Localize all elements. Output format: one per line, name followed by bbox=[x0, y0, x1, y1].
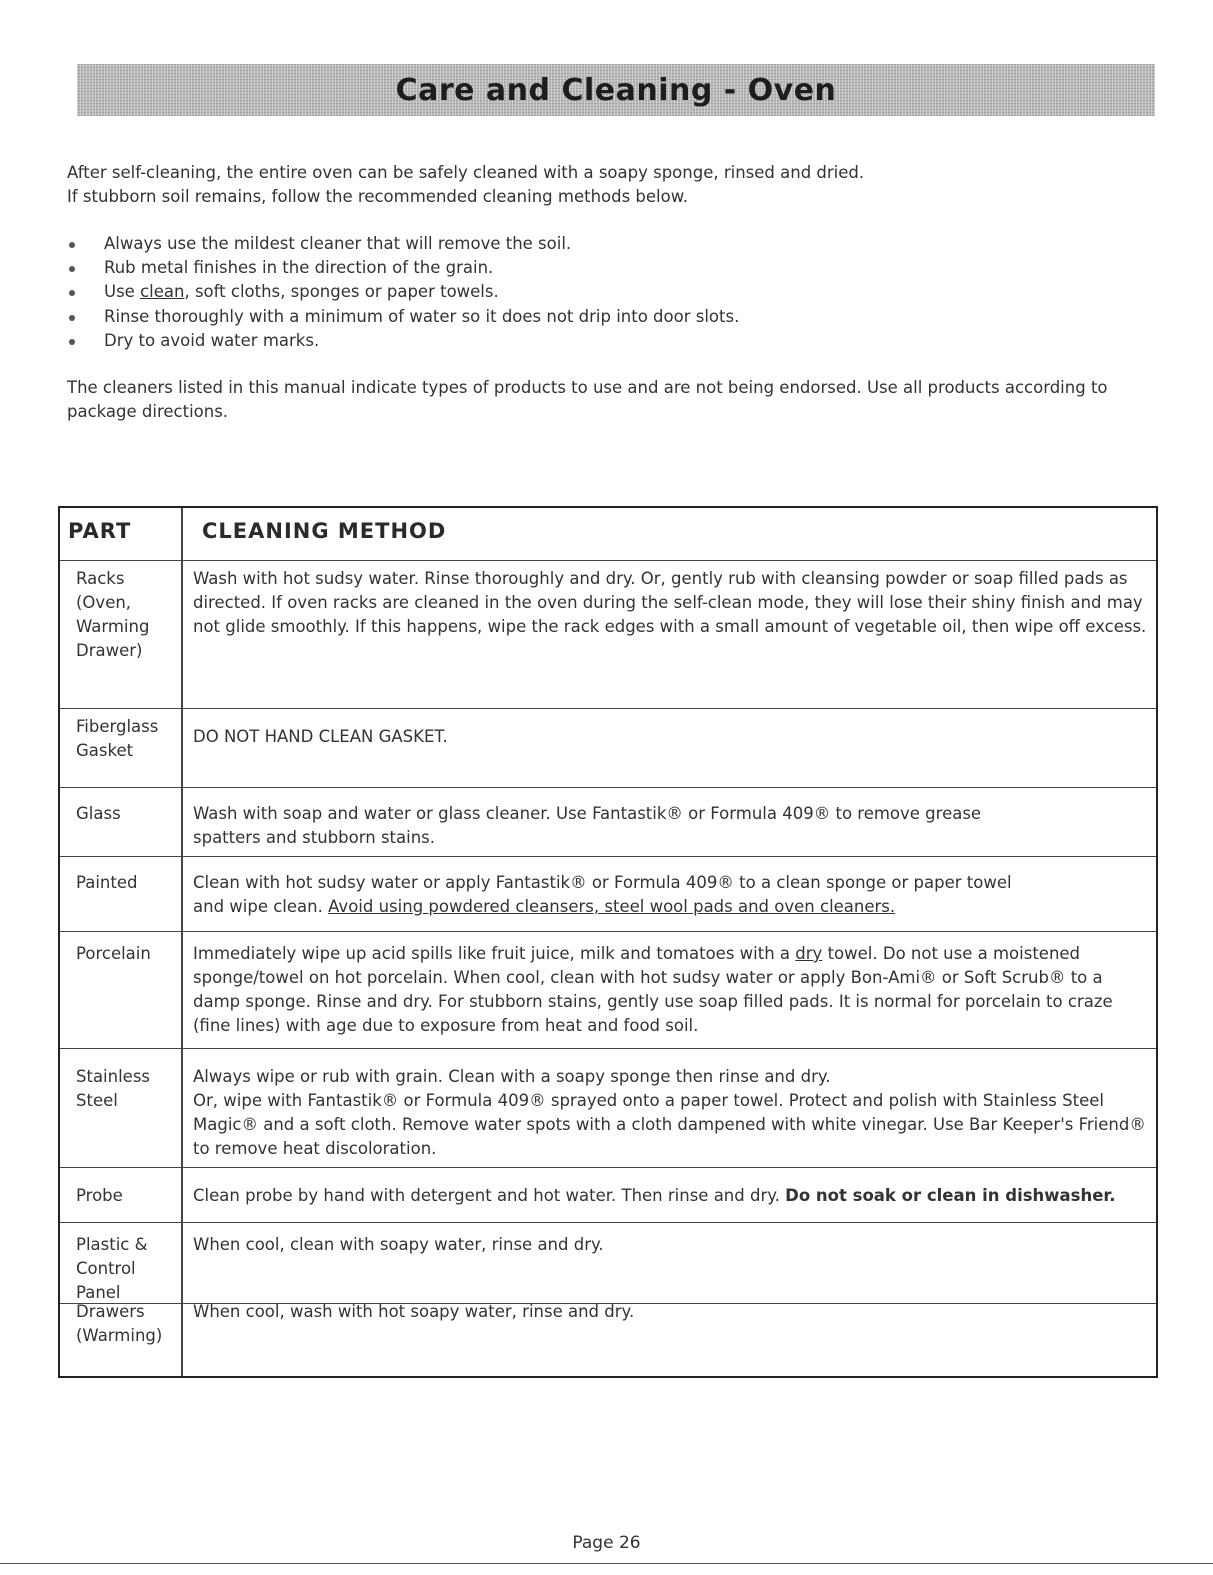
table-row bbox=[60, 709, 1156, 788]
part-cell: Stainless Steel bbox=[76, 1067, 151, 1110]
bullet-icon bbox=[69, 242, 75, 248]
tips-list bbox=[67, 232, 1157, 353]
table-row bbox=[60, 1168, 1156, 1223]
bold-warning: Do not soak or clean in dishwasher. bbox=[785, 1186, 1116, 1205]
intro-line: After self-cleaning, the entire oven can be safely cleaned with a soapy sponge, rinsed and dried. bbox=[67, 163, 865, 182]
part-cell: Fiberglass Gasket bbox=[76, 717, 159, 760]
part-cell: Porcelain bbox=[76, 944, 151, 963]
underlined-text: dry bbox=[795, 944, 823, 963]
underlined-warning: Avoid using powdered cleansers, steel wool pads and oven cleaners. bbox=[328, 897, 896, 916]
method-cell: Wash with hot sudsy water. Rinse thoroughly and dry. Or, gently rub with cleansing powder or soap filled pads as directed. If oven racks are cleaned in the oven during the self-clean mode, they will lose their shiny finish and may not glide smoothly. If this happens, wipe the rack edges with a small amount of vegetable oil, then wipe off excess. bbox=[193, 569, 1147, 636]
bottom-rule bbox=[0, 1563, 1213, 1564]
bullet-icon bbox=[69, 266, 75, 272]
table-row bbox=[60, 1049, 1156, 1168]
table-row bbox=[60, 788, 1156, 857]
bullet-icon bbox=[69, 290, 75, 296]
page-number: Page 26 bbox=[572, 1533, 641, 1553]
table-header-row bbox=[60, 508, 1156, 561]
table-row bbox=[60, 857, 1156, 932]
method-cell: DO NOT HAND CLEAN GASKET. bbox=[193, 727, 448, 746]
list-item: Always use the mildest cleaner that will remove the soil. bbox=[67, 232, 1157, 256]
part-cell: Plastic & Control Panel bbox=[76, 1235, 148, 1302]
header-cleaning-method: CLEANING METHOD bbox=[202, 519, 447, 543]
page-title-banner bbox=[77, 64, 1155, 116]
list-item: Rinse thoroughly with a minimum of water so it does not drip into door slots. bbox=[67, 305, 1157, 329]
part-cell: Drawers (Warming) bbox=[76, 1302, 163, 1345]
method-cell: Clean probe by hand with detergent and hot water. Then rinse and dry. Do not soak or clean in dishwasher. bbox=[193, 1186, 1116, 1205]
part-cell: Racks (Oven, Warming Drawer) bbox=[76, 569, 150, 660]
table-row bbox=[60, 932, 1156, 1049]
method-cell: Always wipe or rub with grain. Clean with a soapy sponge then rinse and dry. Or, wipe with Fantastik® or Formula 409® sprayed onto a paper towel. Protect and polish with Stainless Steel Magic® and a soft cloth. Remove water spots with a cloth dampened with white vinegar. Use Bar Keeper's Friend® to remove heat discoloration. bbox=[193, 1067, 1146, 1158]
list-item: Use clean, soft cloths, sponges or paper towels. bbox=[67, 280, 1157, 304]
method-cell: When cool, clean with soapy water, rinse and dry. bbox=[193, 1235, 604, 1254]
cleaning-table bbox=[58, 506, 1158, 1378]
part-cell: Glass bbox=[76, 804, 121, 823]
header-part: PART bbox=[68, 519, 132, 543]
method-cell: Immediately wipe up acid spills like fruit juice, milk and tomatoes with a dry towel. Do not use a moistened sponge/towel on hot porcelain. When cool, clean with hot sudsy water or apply Bon-Ami® or Soft Scrub® to a damp sponge. Rinse and dry. For stubborn stains, gently use soap filled pads. It is normal for porcelain to craze (fine lines) with age due to exposure from heat and food soil. bbox=[193, 944, 1113, 1035]
method-cell: Clean with hot sudsy water or apply Fantastik® or Formula 409® to a clean sponge or paper towel and wipe clean. Avoid using powdered cleansers, steel wool pads and oven cleaners. bbox=[193, 873, 1012, 916]
underlined-text: clean bbox=[140, 282, 185, 302]
bullet-icon bbox=[69, 339, 75, 345]
method-cell: When cool, wash with hot soapy water, rinse and dry. bbox=[193, 1302, 635, 1321]
part-cell: Painted bbox=[76, 873, 138, 892]
page-title: Care and Cleaning - Oven bbox=[395, 72, 837, 108]
intro-line: If stubborn soil remains, follow the recommended cleaning methods below. bbox=[67, 187, 688, 206]
list-item: Rub metal finishes in the direction of the grain. bbox=[67, 256, 1157, 280]
table-row bbox=[60, 1223, 1156, 1304]
list-item: Dry to avoid water marks. bbox=[67, 329, 1157, 353]
disclaimer-paragraph: The cleaners listed in this manual indicate types of products to use and are not being endorsed. Use all products according to package directions. bbox=[67, 378, 1108, 421]
table-row bbox=[60, 1304, 1156, 1376]
method-cell: Wash with soap and water or glass cleaner. Use Fantastik® or Formula 409® to remove grease spatters and stubborn stains. bbox=[193, 804, 982, 847]
intro-paragraph bbox=[67, 161, 1157, 209]
bullet-icon bbox=[69, 315, 75, 321]
part-cell: Probe bbox=[76, 1186, 123, 1205]
table-row bbox=[60, 561, 1156, 709]
